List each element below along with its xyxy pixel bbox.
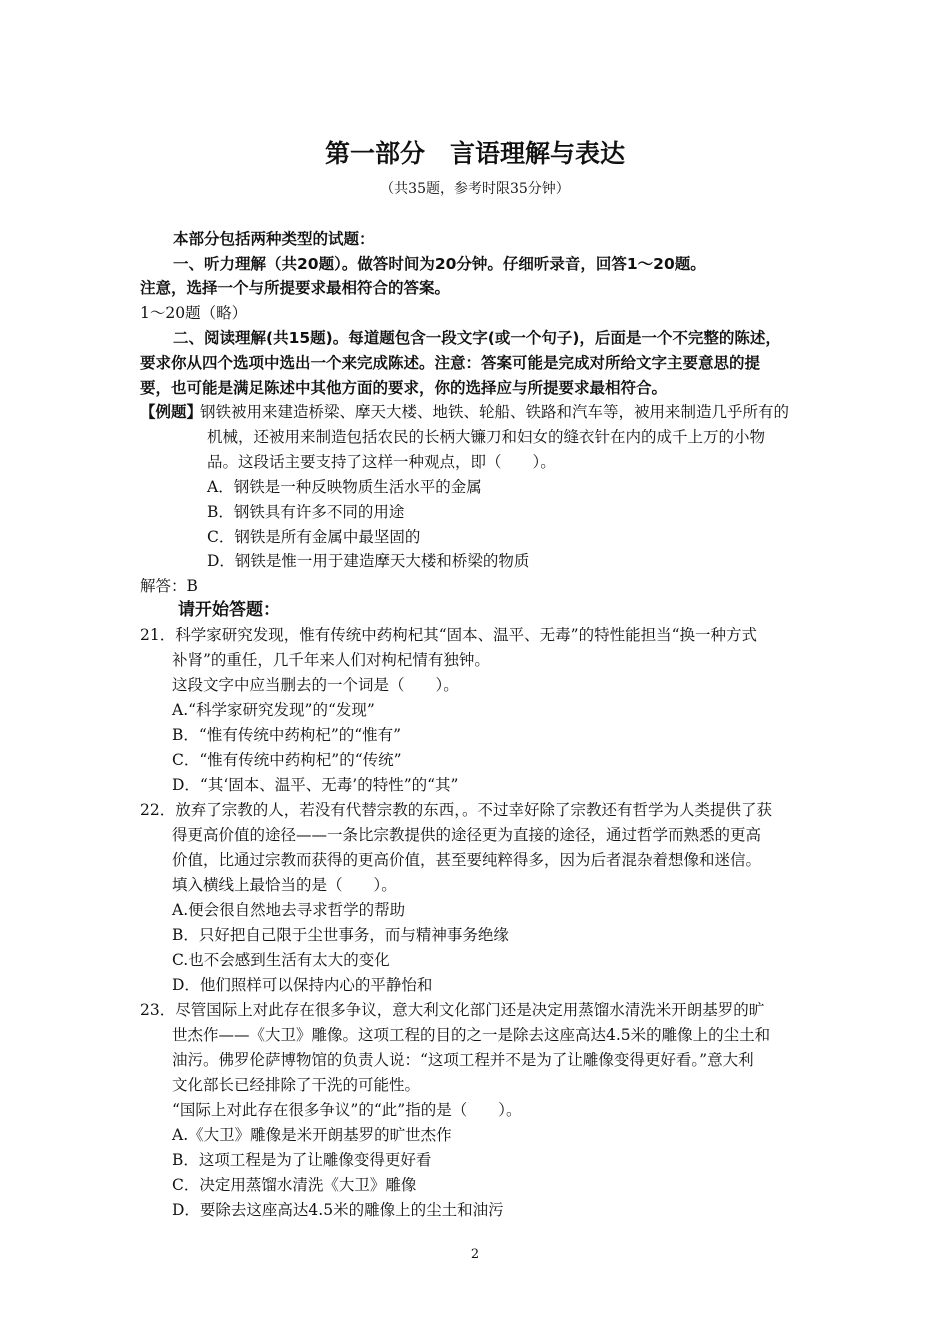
example-line: 钢铁被用来建造桥梁、摩天大楼、地铁、轮船、铁路和汽车等，被用来制造几乎所有的 bbox=[200, 403, 790, 421]
start-prompt: 请开始答题： bbox=[178, 600, 280, 620]
intro-line: 要，也可能是满足陈述中其他方面的要求，你的选择应与所提要求最相符合。 bbox=[140, 379, 668, 397]
intro-line: 一、听力理解（共20题）。做答时间为20分钟。仔细听录音，回答1～20题。 bbox=[173, 255, 706, 273]
q22-option: C.也不会感到生活有太大的变化 bbox=[172, 951, 390, 969]
q21-option: B．“惟有传统中药枸杞”的“惟有” bbox=[172, 726, 402, 744]
q21-option: C．“惟有传统中药枸杞”的“传统” bbox=[172, 751, 402, 769]
q22-stem: 填入横线上最恰当的是（ ）。 bbox=[172, 876, 397, 894]
example-option: A．钢铁是一种反映物质生活水平的金属 bbox=[207, 478, 482, 496]
q21-stem: 这段文字中应当删去的一个词是（ ）。 bbox=[172, 676, 459, 694]
q22-option: B．只好把自己限于尘世事务，而与精神事务绝缘 bbox=[172, 926, 509, 944]
example-option: C．钢铁是所有金属中最坚固的 bbox=[207, 528, 421, 546]
q21-stem: 21．科学家研究发现，惟有传统中药枸杞其“固本、温平、无毒”的特性能担当“换一种方式 bbox=[140, 626, 757, 644]
example-option: B．钢铁具有许多不同的用途 bbox=[207, 503, 405, 521]
q22-stem: 价值，比通过宗教而获得的更高价值，甚至要纯粹得多，因为后者混杂着想像和迷信。 bbox=[172, 851, 762, 869]
example-line: 机械，还被用来制造包括农民的长柄大镰刀和妇女的缝衣针在内的成千上万的小物 bbox=[207, 428, 766, 446]
intro-line: 要求你从四个选项中选出一个来完成陈述。注意：答案可能是完成对所给文字主要意思的提 bbox=[140, 354, 761, 372]
q23-option: B．这项工程是为了让雕像变得更好看 bbox=[172, 1151, 432, 1169]
q23-stem: 文化部长已经排除了干洗的可能性。 bbox=[172, 1076, 421, 1094]
q23-option: A.《大卫》雕像是米开朗基罗的旷世杰作 bbox=[172, 1126, 452, 1144]
q21-option: D．“其‘固本、温平、无毒’的特性”的“其” bbox=[172, 776, 459, 794]
example-option: D．钢铁是惟一用于建造摩天大楼和桥梁的物质 bbox=[207, 552, 530, 570]
q21-stem: 补肾”的重任，几千年来人们对枸杞情有独钟。 bbox=[172, 651, 490, 669]
q22-option: D．他们照样可以保持内心的平静怡和 bbox=[172, 976, 433, 994]
q23-stem: 油污。佛罗伦萨博物馆的负责人说：“这项工程并不是为了让雕像变得更好看。”意大利 bbox=[172, 1051, 754, 1069]
intro-line: 1～20题（略） bbox=[140, 304, 248, 322]
intro-line: 本部分包括两种类型的试题： bbox=[173, 230, 375, 248]
q22-option: A.便会很自然地去寻求哲学的帮助 bbox=[172, 901, 406, 919]
q23-stem: 世杰作——《大卫》雕像。这项工程的目的之一是除去这座高达4.5米的雕像上的尘土和 bbox=[172, 1026, 771, 1044]
intro-line: 二、阅读理解(共15题)。每道题包含一段文字(或一个句子)，后面是一个不完整的陈述， bbox=[173, 329, 781, 347]
q21-option: A.“科学家研究发现”的“发现” bbox=[172, 701, 375, 719]
q23-option: D．要除去这座高达4.5米的雕像上的尘土和油污 bbox=[172, 1201, 504, 1219]
page-title: 第一部分 言语理解与表达 bbox=[324, 139, 625, 168]
example-answer: 解答：B bbox=[140, 577, 198, 595]
example-label: 【例题】 bbox=[140, 403, 203, 421]
q22-stem: 得更高价值的途径——一条比宗教提供的途径更为直接的途径，通过哲学而熟悉的更高 bbox=[172, 826, 762, 844]
q23-stem: 23．尽管国际上对此存在很多争议，意大利文化部门还是决定用蒸馏水清洗米开朗基罗的旷 bbox=[140, 1001, 765, 1019]
q23-option: C．决定用蒸馏水清洗《大卫》雕像 bbox=[172, 1176, 417, 1194]
q23-stem: “国际上对此存在很多争议”的“此”指的是（ ）。 bbox=[172, 1101, 522, 1119]
q22-stem: 22．放弃了宗教的人，若没有代替宗教的东西，。不过幸好除了宗教还有哲学为人类提供了获 bbox=[140, 801, 772, 819]
example-line: 品。这段话主要支持了这样一种观点，即（ ）。 bbox=[207, 453, 556, 471]
intro-line: 注意，选择一个与所提要求最相符合的答案。 bbox=[140, 279, 451, 297]
page-number: 2 bbox=[470, 1247, 480, 1262]
page-subtitle: （共35题，参考时限35分钟） bbox=[380, 181, 570, 197]
